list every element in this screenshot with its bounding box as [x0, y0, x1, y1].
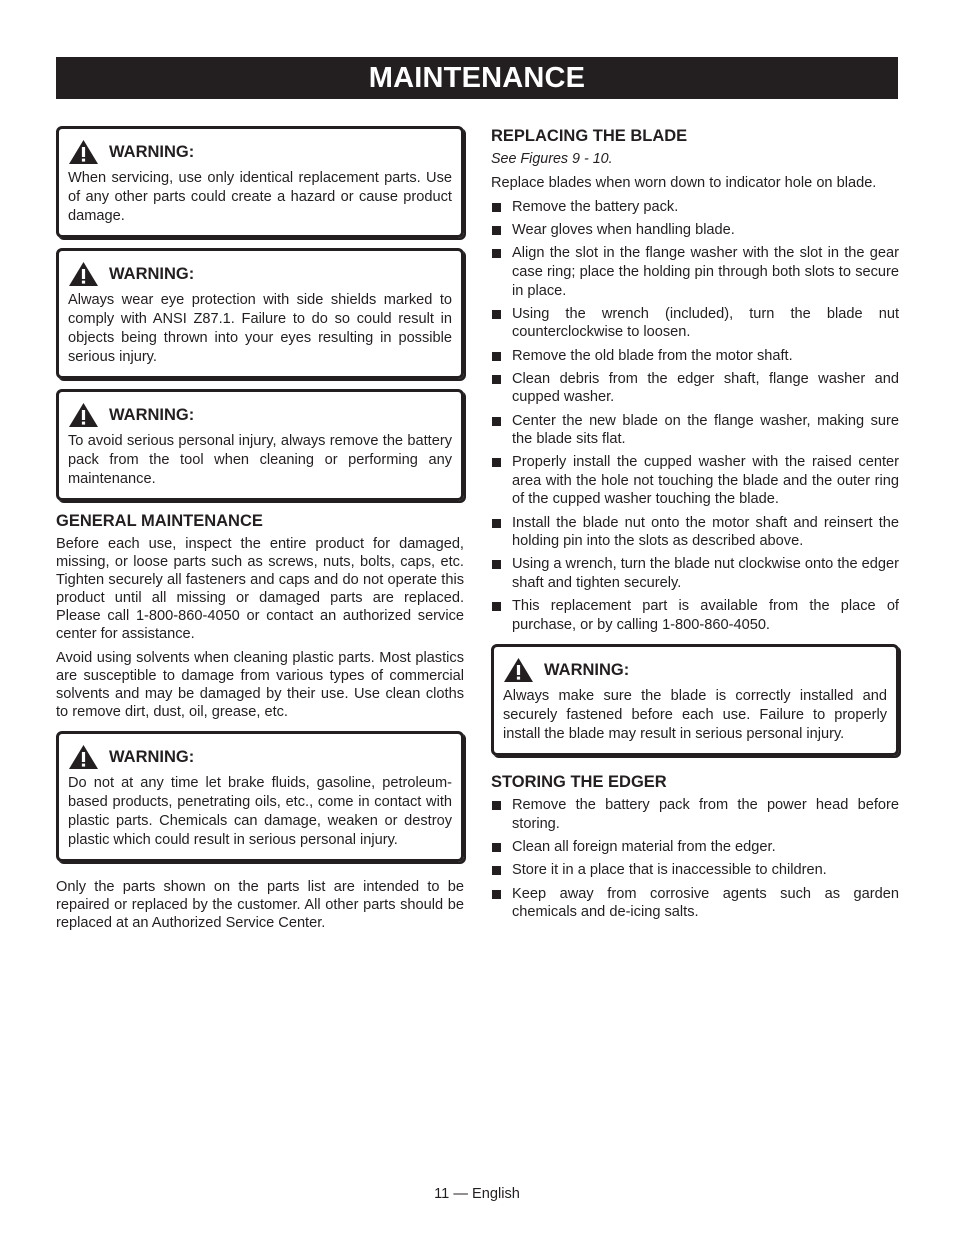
list-item — [491, 221, 899, 240]
list-item — [491, 796, 899, 833]
list-item — [491, 861, 899, 880]
bullet-square-icon — [492, 560, 501, 569]
list-item-text: This replacement part is available from the place of purchase, or by calling 1-800-860-4050. — [512, 598, 899, 633]
list-item — [491, 412, 899, 449]
warning-header — [68, 402, 452, 428]
warning-box-battery-removal — [56, 389, 464, 501]
storing-steps-list — [491, 796, 899, 921]
list-item-text: Align the slot in the flange washer with the slot in the gear case ring; place the holding pin through both slots to secure in place. — [512, 245, 899, 299]
bullet-square-icon — [492, 801, 501, 810]
page-title-banner — [56, 57, 898, 99]
warning-label: WARNING: — [109, 747, 195, 766]
bullet-square-icon — [492, 602, 501, 611]
list-item — [491, 453, 899, 509]
list-item-text: Install the blade nut onto the motor shaft and reinsert the holding pin into the slots as described above. — [512, 514, 899, 550]
warning-box-eye-protection — [56, 248, 464, 379]
page-footer — [0, 1186, 954, 1202]
list-item — [491, 885, 899, 922]
bullet-square-icon — [492, 249, 501, 258]
warning-text: To avoid serious personal injury, always remove the battery pack from the tool when cleaning or performing any maintenance. — [68, 433, 452, 487]
bullet-square-icon — [492, 310, 501, 319]
warning-text: Always make sure the blade is correctly installed and securely fastened before each use. Failure to properly install the blade may result in serious personal injury. — [503, 688, 887, 743]
warning-header — [68, 261, 452, 287]
bullet-square-icon — [492, 203, 501, 212]
list-item-text: Wear gloves when handling blade. — [512, 222, 735, 239]
list-item-text: Using a wrench, turn the blade nut clockwise onto the edger shaft and tighten securely. — [512, 556, 899, 592]
list-item — [491, 198, 899, 217]
general-maintenance-heading: GENERAL MAINTENANCE — [56, 512, 263, 530]
warning-label: WARNING: — [109, 264, 195, 283]
list-item-text: Remove the battery pack from the power head before storing. — [512, 797, 899, 832]
list-item — [491, 305, 899, 342]
list-item — [491, 347, 899, 366]
solvents-paragraph: Avoid using solvents when cleaning plastic parts. Most plastics are susceptible to damage from various types of commercial solvents and may be damaged by their use. Use clean cloths to remove dirt, dust, oil, grease, etc. — [56, 650, 464, 720]
warning-text: Do not at any time let brake fluids, gasoline, petroleum-based products, penetrating oils, etc., come in contact with plastic parts. Chemicals can damage, weaken or destroy plastic which could result in serious personal injury. — [68, 775, 452, 848]
warning-label: WARNING: — [109, 405, 195, 424]
left-column — [56, 126, 464, 938]
bullet-square-icon — [492, 375, 501, 384]
warning-header — [503, 657, 887, 683]
list-item-text: Clean debris from the edger shaft, flange washer and cupped washer. — [512, 370, 899, 406]
bullet-square-icon — [492, 458, 501, 467]
warning-box-chemicals — [56, 731, 464, 862]
warning-label: WARNING: — [544, 660, 630, 679]
general-maintenance-paragraph: Before each use, inspect the entire product for damaged, missing, or loose parts such as screws, nuts, bolts, caps, etc. Tighten securely all fasteners and caps and do not operate this product until all missing or damaged parts are replaced. Please call 1-800-860-4050 or contact an authorized service center for assistance. — [56, 536, 464, 642]
bullet-square-icon — [492, 890, 501, 899]
bullet-square-icon — [492, 519, 501, 528]
bullet-square-icon — [492, 352, 501, 361]
list-item — [491, 838, 899, 857]
list-item-text: Remove the battery pack. — [512, 199, 679, 215]
list-item — [491, 555, 899, 592]
warning-triangle-icon — [68, 139, 99, 165]
bullet-square-icon — [492, 417, 501, 426]
warning-triangle-icon — [68, 261, 99, 287]
replace-intro: Replace blades when worn down to indicator hole on blade. — [491, 175, 877, 191]
right-column — [491, 126, 899, 932]
bullet-square-icon — [492, 226, 501, 235]
warning-text: When servicing, use only identical replacement parts. Use of any other parts could create a hazard or cause product damage. — [68, 170, 452, 224]
warning-text: Always wear eye protection with side shields marked to comply with ANSI Z87.1. Failure to do so could result in objects being thrown into your eyes resulting in possible serious injury. — [68, 292, 452, 365]
parts-list-paragraph: Only the parts shown on the parts list are intended to be repaired or replaced by the customer. All other parts should be replaced at an Authorized Service Center. — [56, 879, 464, 931]
replacing-steps-list — [491, 198, 899, 634]
list-item — [491, 370, 899, 407]
list-item-text: Keep away from corrosive agents such as garden chemicals and de-icing salts. — [512, 885, 899, 921]
list-item-text: Using the wrench (included), turn the blade nut counterclockwise to loosen. — [512, 305, 899, 341]
warning-box-blade-install — [491, 644, 899, 756]
list-item-text: Center the new blade on the flange washer, making sure the blade sits flat. — [512, 412, 899, 448]
warning-box-replacement-parts — [56, 126, 464, 238]
list-item — [491, 244, 899, 300]
warning-triangle-icon — [68, 402, 99, 428]
warning-header — [68, 744, 452, 770]
bullet-square-icon — [492, 843, 501, 852]
warning-triangle-icon — [503, 657, 534, 683]
list-item-text: Properly install the cupped washer with the raised center area with the hole not touching the blade and the outer ring of the cupped washer touching the blade. — [512, 454, 899, 508]
warning-label: WARNING: — [109, 142, 195, 161]
bullet-square-icon — [492, 866, 501, 875]
replacing-blade-heading: REPLACING THE BLADE — [491, 127, 688, 145]
list-item — [491, 597, 899, 634]
warning-triangle-icon — [68, 744, 99, 770]
list-item-text: Clean all foreign material from the edger. — [512, 839, 776, 856]
see-figures-reference: See Figures 9 - 10. — [491, 151, 613, 167]
page-title: MAINTENANCE — [368, 62, 586, 94]
list-item-text: Remove the old blade from the motor shaft. — [512, 347, 793, 364]
list-item — [491, 514, 899, 551]
warning-header — [68, 139, 452, 165]
list-item-text: Store it in a place that is inaccessible to children. — [512, 862, 827, 879]
page-number: 11 — English — [434, 1186, 520, 1202]
storing-edger-heading: STORING THE EDGER — [491, 773, 667, 792]
